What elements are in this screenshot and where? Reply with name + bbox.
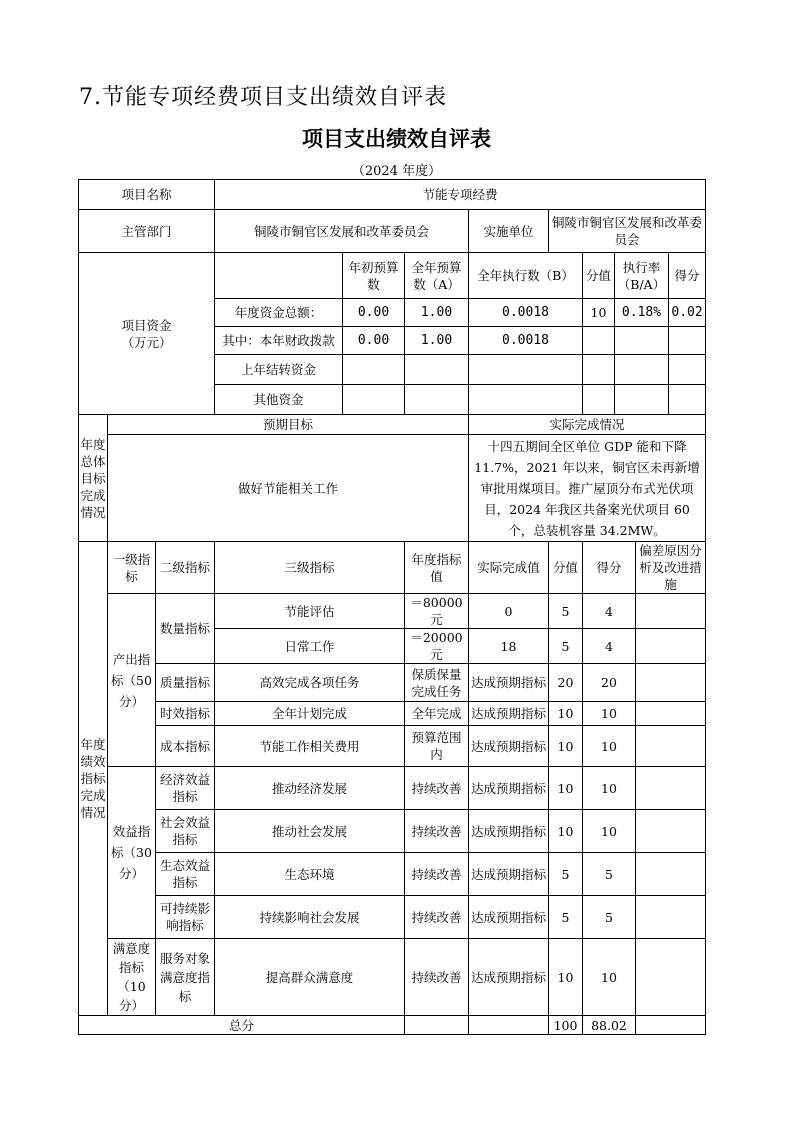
total-label: 总分 (79, 1016, 405, 1035)
indicator-got: 20 (583, 664, 636, 702)
funds-row-label: 其中：本年财政拨款 (215, 327, 343, 355)
funds-executed (469, 385, 583, 415)
indicator-level3: 节能评估 (215, 594, 405, 629)
indicator-actual: 达成预期指标 (469, 726, 549, 767)
indicator-note (636, 896, 706, 939)
level1-output: 产出指标（50 分） (108, 594, 156, 767)
indicator-score: 5 (549, 629, 583, 664)
indicator-level2: 服务对象满意度指标 (156, 939, 215, 1016)
actual-goal-header: 实际完成情况 (469, 415, 706, 435)
funds-header-rate: 执行率（B/A） (615, 253, 669, 299)
funds-budget: 1.00 (405, 299, 469, 327)
expected-goal: 做好节能相关工作 (108, 435, 469, 542)
funds-initial: 0.00 (343, 299, 405, 327)
indicator-actual: 达成预期指标 (469, 767, 549, 810)
funds-initial (343, 355, 405, 385)
indicator-got: 10 (583, 767, 636, 810)
indicator-note (636, 767, 706, 810)
indicator-got: 5 (583, 853, 636, 896)
page-title: 项目支出绩效自评表 (302, 127, 491, 151)
goals-side-label: 年度总体目标完成情况 (79, 415, 108, 542)
indicator-header: 分值 (549, 542, 583, 594)
indicator-score: 10 (549, 702, 583, 726)
indicator-actual: 达成预期指标 (469, 702, 549, 726)
indicator-header: 一级指标 (108, 542, 156, 594)
indicator-header: 年度指标值 (405, 542, 469, 594)
indicator-score: 5 (549, 853, 583, 896)
indicator-target: 预算范围内 (405, 726, 469, 767)
indicator-got: 10 (583, 726, 636, 767)
project-name-label: 项目名称 (79, 180, 215, 210)
funds-initial: 0.00 (343, 327, 405, 355)
level1-benefit: 效益指标（30 分） (108, 767, 156, 939)
funds-header-budget: 全年预算数（A） (405, 253, 469, 299)
indicator-header: 三级指标 (215, 542, 405, 594)
indicator-got: 5 (583, 896, 636, 939)
project-name: 节能专项经费 (215, 180, 706, 210)
funds-score: 10 (583, 299, 615, 327)
indicator-actual: 达成预期指标 (469, 896, 549, 939)
indicator-target: 持续改善 (405, 896, 469, 939)
indicator-level2: 可持续影响指标 (156, 896, 215, 939)
indicator-level3: 生态环境 (215, 853, 405, 896)
indicator-level2: 时效指标 (156, 702, 215, 726)
funds-rate (615, 385, 669, 415)
indicator-target: 持续改善 (405, 767, 469, 810)
indicator-score: 10 (549, 810, 583, 853)
indicator-actual: 0 (469, 594, 549, 629)
funds-got (669, 385, 706, 415)
indicators-side-label: 年度绩效指标完成情况 (79, 542, 108, 1016)
indicator-target: 持续改善 (405, 939, 469, 1016)
indicator-got: 10 (583, 939, 636, 1016)
indicator-level3: 推动经济发展 (215, 767, 405, 810)
dept-value: 铜陵市铜官区发展和改革委员会 (215, 210, 469, 253)
dept-label: 主管部门 (79, 210, 215, 253)
indicator-level3: 节能工作相关费用 (215, 726, 405, 767)
expected-goal-header: 预期目标 (108, 415, 469, 435)
indicator-level2: 社会效益指标 (156, 810, 215, 853)
indicator-target: ＝80000 元 (405, 594, 469, 629)
funds-budget: 1.00 (405, 327, 469, 355)
report-year: （2024 年度） (351, 164, 442, 179)
actual-goal: 十四五期间全区单位 GDP 能和下降 11.7%，2021 年以来，铜官区未再新增审批用煤项目。推广屋顶分布式光伏项目，2024 年我区共备案光伏项目 60 个，总装机容量 34.2MW。 (469, 435, 706, 542)
total-blank (469, 1016, 549, 1035)
indicator-actual: 达成预期指标 (469, 853, 549, 896)
total-score: 100 (549, 1016, 583, 1035)
funds-initial (343, 385, 405, 415)
indicator-target: 全年完成 (405, 702, 469, 726)
indicator-score: 5 (549, 594, 583, 629)
total-got: 88.02 (583, 1016, 636, 1035)
indicator-header: 得分 (583, 542, 636, 594)
indicator-header: 实际完成值 (469, 542, 549, 594)
funds-rate (615, 327, 669, 355)
indicator-target: 持续改善 (405, 810, 469, 853)
indicator-got: 4 (583, 629, 636, 664)
indicator-note (636, 702, 706, 726)
level1-satisfaction: 满意度指标（10 分） (108, 939, 156, 1016)
funds-rate (615, 355, 669, 385)
indicator-note (636, 726, 706, 767)
indicator-actual: 18 (469, 629, 549, 664)
indicator-note (636, 853, 706, 896)
funds-header-blank (215, 253, 343, 299)
indicator-got: 10 (583, 810, 636, 853)
indicator-score: 10 (549, 939, 583, 1016)
funds-executed: 0.0018 (469, 299, 583, 327)
indicator-target: 保质保量完成任务 (405, 664, 469, 702)
funds-budget (405, 385, 469, 415)
indicator-actual: 达成预期指标 (469, 664, 549, 702)
funds-executed (469, 355, 583, 385)
indicator-note (636, 629, 706, 664)
self-evaluation-table (78, 179, 706, 1035)
indicator-header: 偏差原因分析及改进措施 (636, 542, 706, 594)
indicator-level2: 生态效益指标 (156, 853, 215, 896)
funds-got (669, 327, 706, 355)
funds-header-executed: 全年执行数（B） (469, 253, 583, 299)
indicator-note (636, 810, 706, 853)
indicator-score: 10 (549, 726, 583, 767)
impl-value: 铜陵市铜官区发展和改革委员会 (549, 210, 706, 253)
indicator-level3: 日常工作 (215, 629, 405, 664)
funds-executed: 0.0018 (469, 327, 583, 355)
funds-score (583, 327, 615, 355)
indicator-level2: 数量指标 (156, 594, 215, 664)
indicator-level3: 提高群众满意度 (215, 939, 405, 1016)
indicator-note (636, 939, 706, 1016)
indicator-level3: 全年计划完成 (215, 702, 405, 726)
indicator-note (636, 664, 706, 702)
funds-got: 0.02 (669, 299, 706, 327)
indicator-score: 5 (549, 896, 583, 939)
indicator-level2: 成本指标 (156, 726, 215, 767)
indicator-actual: 达成预期指标 (469, 810, 549, 853)
indicator-level3: 持续影响社会发展 (215, 896, 405, 939)
total-blank (405, 1016, 469, 1035)
indicator-note (636, 594, 706, 629)
funds-rate: 0.18% (615, 299, 669, 327)
section-heading: 7.节能专项经费项目支出绩效自评表 (79, 85, 447, 110)
indicator-level3: 高效完成各项任务 (215, 664, 405, 702)
indicator-score: 10 (549, 767, 583, 810)
funds-row-label: 其他资金 (215, 385, 343, 415)
total-note (636, 1016, 706, 1035)
funds-row-label: 上年结转资金 (215, 355, 343, 385)
indicator-got: 10 (583, 702, 636, 726)
funds-budget (405, 355, 469, 385)
indicator-target: ＝20000 元 (405, 629, 469, 664)
funds-score (583, 355, 615, 385)
indicator-actual: 达成预期指标 (469, 939, 549, 1016)
funds-header-score: 分值 (583, 253, 615, 299)
indicator-score: 20 (549, 664, 583, 702)
indicator-level2: 经济效益指标 (156, 767, 215, 810)
funds-header-got: 得分 (669, 253, 706, 299)
indicator-got: 4 (583, 594, 636, 629)
impl-label: 实施单位 (469, 210, 549, 253)
indicator-header: 二级指标 (156, 542, 215, 594)
funds-row-label: 年度资金总额： (215, 299, 343, 327)
funds-got (669, 355, 706, 385)
funds-label: 项目资金 （万元） (79, 253, 215, 415)
indicator-level2: 质量指标 (156, 664, 215, 702)
funds-score (583, 385, 615, 415)
indicator-level3: 推动社会发展 (215, 810, 405, 853)
funds-header-initial: 年初预算数 (343, 253, 405, 299)
indicator-target: 持续改善 (405, 853, 469, 896)
